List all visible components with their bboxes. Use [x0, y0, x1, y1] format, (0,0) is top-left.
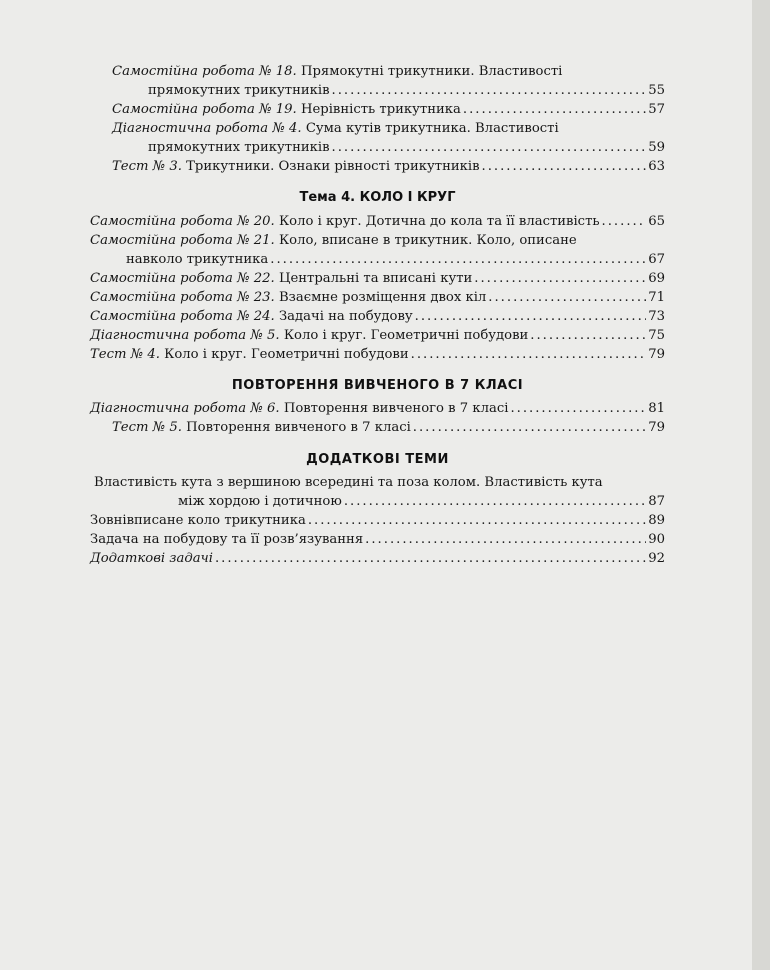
page-number: 63	[648, 159, 665, 174]
entry-type: Тест № 4.	[90, 347, 160, 362]
entry-title: Властивість кута з вершиною всередині та поза колом. Властивість кута	[94, 475, 603, 490]
entry-title: Коло і круг. Дотична до кола та її властивість	[278, 214, 600, 229]
entry-type: Самостійна робота № 18.	[112, 64, 297, 79]
entry-title: Коло, вписане в трикутник. Коло, описане	[278, 233, 577, 248]
entry-title: Задача на побудову та її розв’язування	[90, 532, 364, 547]
entry-type: Тест № 5.	[112, 420, 182, 435]
entry-type: Тест № 3.	[112, 159, 182, 174]
toc-entry[interactable]	[90, 231, 665, 269]
page-number: 90	[648, 532, 665, 547]
section-heading: ДОДАТКОВІ ТЕМИ	[306, 452, 449, 467]
page-number: 73	[648, 309, 665, 324]
page-number: 59	[648, 140, 665, 155]
toc-entry[interactable]	[90, 473, 665, 511]
toc-entry[interactable]	[90, 100, 665, 119]
section-heading: Тема 4. КОЛО І КРУГ	[299, 190, 456, 205]
page-number: 69	[648, 271, 665, 286]
entry-title: Прямокутні трикутники. Властивості	[300, 64, 563, 79]
toc-entry[interactable]	[90, 269, 665, 288]
page-number: 67	[648, 252, 665, 267]
entry-title: Центральні та вписані кути	[278, 271, 473, 286]
entry-title: Повторення вивченого в 7 класі	[186, 420, 411, 435]
table-of-contents	[90, 62, 665, 568]
entry-type: Самостійна робота № 24.	[90, 309, 275, 324]
entry-title: Трикутники. Ознаки рівності трикутників	[186, 159, 480, 174]
page-number: 71	[648, 290, 665, 305]
toc-entry[interactable]	[90, 345, 665, 364]
entry-title-cont: прямокутних трикутників	[148, 83, 330, 98]
page-number: 57	[648, 102, 665, 117]
entry-type: Діагностична робота № 4.	[112, 121, 302, 136]
entry-title: Взаємне розміщення двох кіл	[278, 290, 487, 305]
entry-title-cont: прямокутних трикутників	[148, 140, 330, 155]
entry-title: Зовнівписане коло трикутника	[90, 513, 306, 528]
toc-entry[interactable]	[90, 62, 665, 100]
entry-title-cont: навколо трикутника	[126, 252, 269, 267]
page-number: 79	[648, 347, 665, 362]
entry-title: Задачі на побудову	[278, 309, 413, 324]
entry-type: Самостійна робота № 22.	[90, 271, 275, 286]
toc-entry[interactable]	[90, 511, 665, 530]
page-number: 65	[648, 214, 665, 229]
page-number: 79	[648, 420, 665, 435]
section-heading: ПОВТОРЕННЯ ВИВЧЕНОГО В 7 КЛАСІ	[231, 378, 524, 393]
page-number: 75	[648, 328, 665, 343]
page-number: 89	[648, 513, 665, 528]
toc-entry[interactable]	[90, 530, 665, 549]
entry-type: Самостійна робота № 19.	[112, 102, 297, 117]
entry-type: Діагностична робота № 5.	[90, 328, 280, 343]
entry-type: Самостійна робота № 23.	[90, 290, 275, 305]
entry-type: Самостійна робота № 21.	[90, 233, 275, 248]
toc-entry[interactable]	[90, 326, 665, 345]
entry-title: Сума кутів трикутника. Властивості	[305, 121, 559, 136]
entry-title: Додаткові задачі	[90, 551, 213, 566]
entry-title: Нерівність трикутника	[300, 102, 461, 117]
entry-title-cont: між хордою і дотичною	[178, 494, 342, 509]
toc-entry[interactable]	[90, 288, 665, 307]
toc-entry[interactable]	[90, 307, 665, 326]
entry-type: Самостійна робота № 20.	[90, 214, 275, 229]
page-number: 81	[648, 401, 665, 416]
toc-entry[interactable]	[90, 119, 665, 157]
toc-entry[interactable]	[90, 399, 665, 418]
page-number: 92	[648, 551, 665, 566]
entry-title: Коло і круг. Геометричні побудови	[164, 347, 409, 362]
page-number: 55	[648, 83, 665, 98]
toc-entry[interactable]	[90, 418, 665, 437]
page-number: 87	[648, 494, 665, 509]
next-page-edge	[752, 0, 770, 970]
toc-entry[interactable]	[90, 212, 665, 231]
toc-entry[interactable]	[90, 157, 665, 176]
entry-title: Коло і круг. Геометричні побудови	[283, 328, 529, 343]
toc-entry[interactable]	[90, 549, 665, 568]
entry-type: Діагностична робота № 6.	[90, 401, 280, 416]
entry-title: Повторення вивченого в 7 класі	[283, 401, 509, 416]
